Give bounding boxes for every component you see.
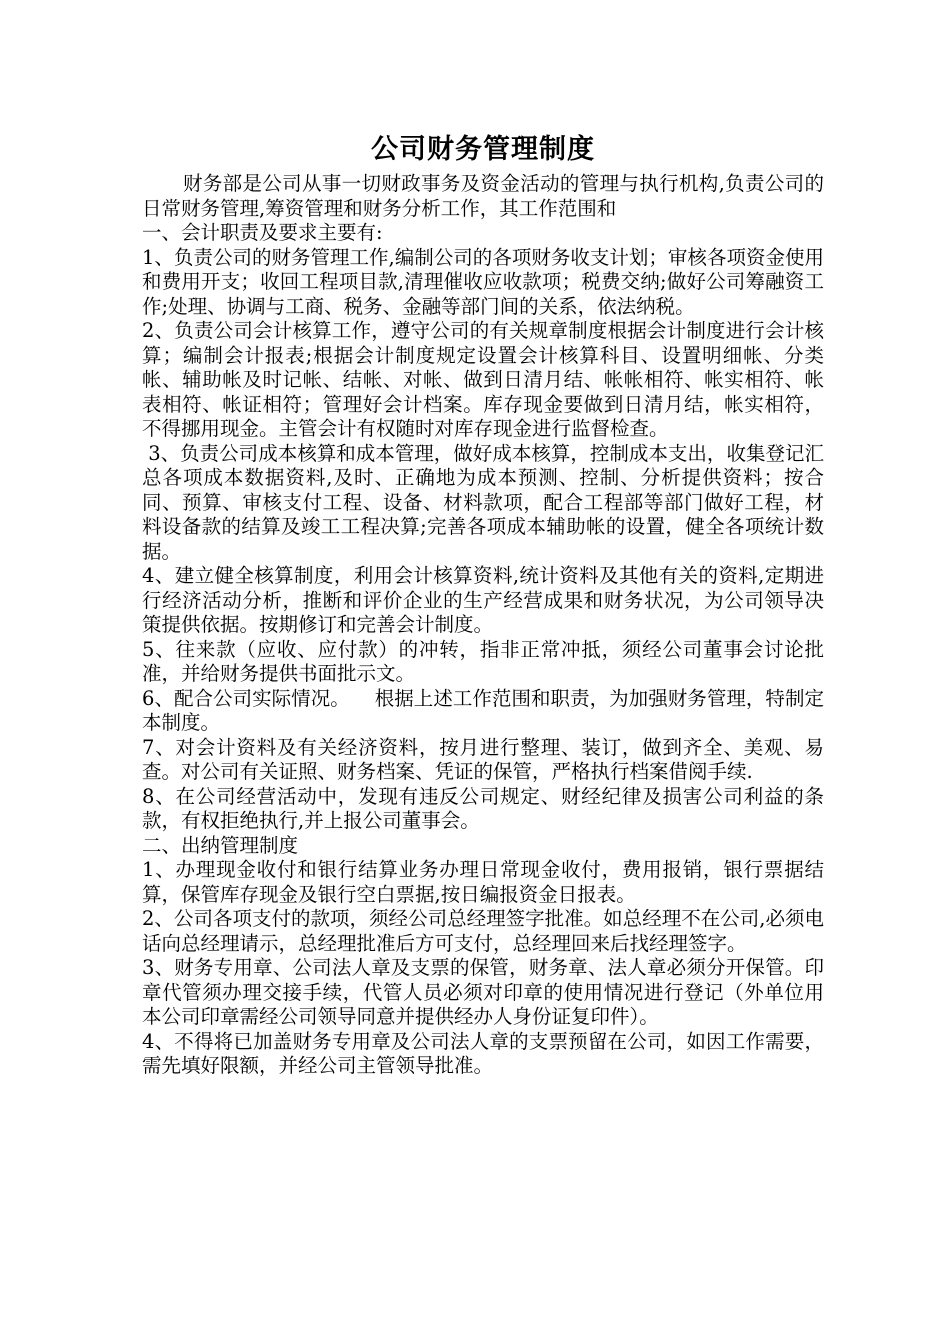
list-item: 8、在公司经营活动中，发现有违反公司规定、财经纪律及损害公司利益的条款，有权拒绝执行,并上报公司董事会。 xyxy=(142,784,824,832)
list-item: 2、公司各项支付的款项，须经公司总经理签字批准。如总经理不在公司,必须电话向总经理请示，总经理批准后方可支付，总经理回来后找经理签字。 xyxy=(142,907,824,955)
list-item: 7、对会计资料及有关经济资料，按月进行整理、装订，做到齐全、美观、易查。对公司有关证照、财务档案、凭证的保管，严格执行档案借阅手续. xyxy=(142,735,824,783)
list-item: 1、负责公司的财务管理工作,编制公司的各项财务收支计划；审核各项资金使用和费用开支；收回工程项目款,清理催收应收款项；税费交纳;做好公司筹融资工作;处理、协调与工商、税务、金融等部门间的关系，依法纳税。 xyxy=(142,245,824,318)
list-item: 2、负责公司会计核算工作，遵守公司的有关规章制度根据会计制度进行会计核算；编制会计报表;根据会计制度规定设置会计核算科目、设置明细帐、分类帐、辅助帐及时记帐、结帐、对帐、做到日清月结、帐帐相符、帐实相符、帐表相符、帐证相符；管理好会计档案。库存现金要做到日清月结，帐实相符，不得挪用现金。主管会计有权随时对库存现金进行监督检查。 xyxy=(142,319,824,440)
list-item: 3、负责公司成本核算和成本管理，做好成本核算，控制成本支出，收集登记汇总各项成本数据资料,及时、正确地为成本预测、控制、分析提供资料；按合同、预算、审核支付工程、设备、材料款项，配合工程部等部门做好工程，材料设备款的结算及竣工工程决算;完善各项成本辅助帐的设置，健全各项统计数据。 xyxy=(142,441,824,563)
list-item: 4、不得将已加盖财务专用章及公司法人章的支票预留在公司，如因工作需要，需先填好限额，并经公司主管领导批准。 xyxy=(142,1029,824,1077)
list-item: 1、办理现金收付和银行结算业务办理日常现金收付，费用报销，银行票据结算，保管库存现金及银行空白票据,按日编报资金日报表。 xyxy=(142,858,824,906)
document-body xyxy=(142,130,824,1079)
list-item: 6、配合公司实际情况。 根据上述工作范围和职责，为加强财务管理，特制定本制度。 xyxy=(142,686,824,734)
document-title: 公司财务管理制度 xyxy=(371,134,595,165)
intro-paragraph: 财务部是公司从事一切财政事务及资金活动的管理与执行机构,负责公司的日常财务管理,筹资管理和财务分析工作，其工作范围和 xyxy=(142,172,824,220)
section-heading-accounting: 一、会计职责及要求主要有: xyxy=(142,221,383,244)
list-item: 4、建立健全核算制度，利用会计核算资料,统计资料及其他有关的资料,定期进行经济活动分析，推断和评价企业的生产经营成果和财务状况，为公司领导决策提供依据。按期修订和完善会计制度。 xyxy=(142,564,824,636)
section-heading-cashier: 二、出纳管理制度 xyxy=(142,833,299,857)
list-item: 5、往来款（应收、应付款）的冲转，指非正常冲抵，须经公司董事会讨论批准，并给财务提供书面批示文。 xyxy=(142,637,824,685)
list-item: 3、财务专用章、公司法人章及支票的保管，财务章、法人章必须分开保管。印章代管须办理交接手续，代管人员必须对印章的使用情况进行登记（外单位用本公司印章需经公司领导同意并提供经办人身份证复印件）。 xyxy=(142,956,824,1028)
